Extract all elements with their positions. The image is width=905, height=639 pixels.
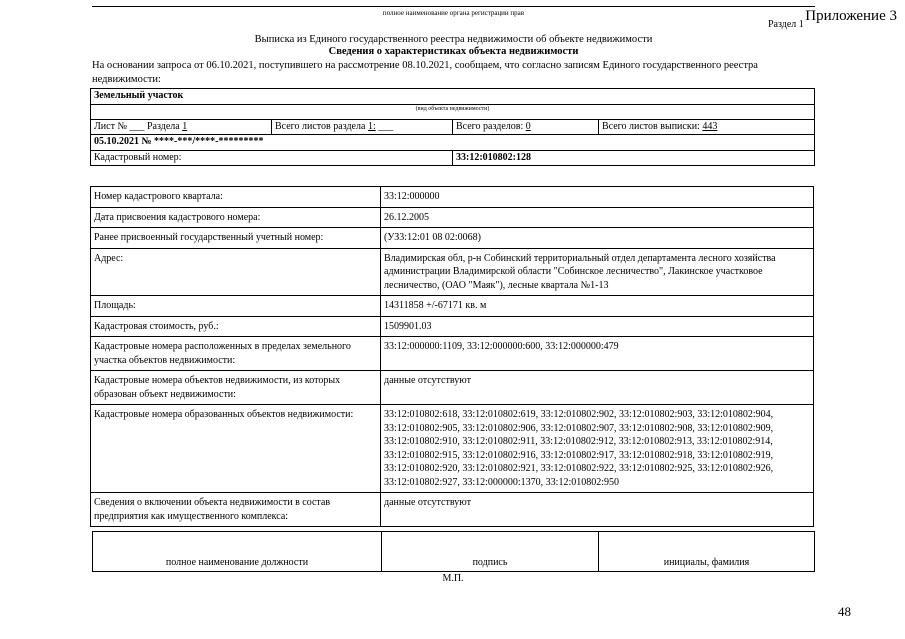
cadastral-number-value: 33:12:010802:128: [453, 150, 815, 166]
property-value: данные отсутствуют: [381, 493, 814, 527]
property-row: [91, 493, 814, 527]
sheets-in-section-label: Всего листов раздела: [275, 120, 366, 132]
sections-cell: [453, 119, 599, 135]
sheet-number-cell: [91, 119, 272, 135]
sections-label: Всего разделов:: [456, 120, 524, 132]
appendix-label: Приложение 3: [805, 8, 897, 24]
property-value: 33:12:010802:618, 33:12:010802:619, 33:12:010802:902, 33:12:010802:903, 33:12:010802:904, 33:12:010802:905, 33:12:010802:906, 33:12:010802:907, 33:12:010802:908, 33:12:010802:909, 33:12:010802:910, 33:12:010802:911, 33:12:010802:912, 33:12:010802:913, 33:12:010802:914, 33:12:010802:915, 33:12:010802:916, 33:12:010802:917, 33:12:010802:918, 33:12:010802:919, 33:12:010802:920, 33:12:010802:921, 33:12:010802:922, 33:12:010802:925, 33:12:010802:926, 33:12:010802:927, 33:12:000000:1370, 33:12:010802:950: [381, 405, 814, 493]
sheets-in-section-value: 1:: [367, 120, 376, 132]
property-row: [91, 207, 814, 228]
property-row: [91, 405, 814, 493]
property-label: Кадастровые номера объектов недвижимости, из которых образован объект недвижимости:: [91, 371, 381, 405]
property-row: [91, 296, 814, 317]
org-caption: полное наименование органа регистрации прав: [382, 9, 525, 17]
property-value: 33:12:000000:1109, 33:12:000000:600, 33:12:000000:479: [381, 337, 814, 371]
date-number: 05.10.2021 № ****-***/****-*********: [91, 135, 815, 151]
sheets-total-label: Всего листов выписки:: [602, 120, 700, 132]
property-label: Дата присвоения кадастрового номера:: [91, 207, 381, 228]
signature-sign-caption: подпись: [382, 532, 599, 572]
document-subtitle: Сведения о характеристиках объекта недвижимости: [328, 46, 579, 57]
section-label: Раздел 1: [768, 19, 804, 30]
sheets-total-value: 443: [702, 120, 718, 132]
property-label: Площадь:: [91, 296, 381, 317]
object-kind-caption: (вид объекта недвижимости): [91, 104, 815, 119]
intro-text: На основании запроса от 06.10.2021, поступившего на рассмотрение 08.10.2021, сообщаем, что согласно записям Единого государственного реестра недвижимости:: [92, 60, 758, 85]
property-label: Кадастровые номера расположенных в пределах земельного участка объектов недвижимости:: [91, 337, 381, 371]
stamp-place: М.П.: [442, 573, 464, 584]
property-label: Кадастровые номера образованных объектов недвижимости:: [91, 405, 381, 493]
sheets-total-cell: [599, 119, 815, 135]
property-value: 26.12.2005: [381, 207, 814, 228]
property-row: [91, 228, 814, 249]
property-row: [91, 316, 814, 337]
property-value: 1509901.03: [381, 316, 814, 337]
property-row: [91, 371, 814, 405]
property-label: Кадастровая стоимость, руб.:: [91, 316, 381, 337]
property-row: [91, 337, 814, 371]
sections-value: 0: [525, 120, 531, 132]
top-rule: [92, 6, 815, 7]
property-label: Сведения о включении объекта недвижимости в состав предприятия как имущественного комплекса:: [91, 493, 381, 527]
sheet-number-value: 1: [182, 120, 188, 132]
property-value: Владимирская обл, р-н Собинский территориальный отдел департамента лесного хозяйства администрации Владимирской области "Собинское лесничество", Лакинское участковое лесничество, (ОАО "Маяк"), лесные квартала №1-13: [381, 248, 814, 296]
document-title: Выписка из Единого государственного реестра недвижимости об объекте недвижимости: [254, 34, 653, 45]
sheets-in-section-blank: ___: [378, 120, 394, 132]
property-label: Номер кадастрового квартала:: [91, 187, 381, 208]
page-number: 48: [838, 604, 851, 619]
object-header-table: [90, 88, 815, 166]
property-value: 14311858 +/-67171 кв. м: [381, 296, 814, 317]
properties-table: [90, 186, 814, 527]
signature-name-caption: инициалы, фамилия: [599, 532, 815, 572]
signature-position-caption: полное наименование должности: [93, 532, 382, 572]
signature-table: [92, 531, 815, 572]
property-label: Ранее присвоенный государственный учетный номер:: [91, 228, 381, 249]
property-value: 33:12:000000: [381, 187, 814, 208]
object-kind: Земельный участок: [91, 89, 815, 105]
property-value: (УЗ3:12:01 08 02:0068): [381, 228, 814, 249]
property-label: Адрес:: [91, 248, 381, 296]
property-value: данные отсутствуют: [381, 371, 814, 405]
property-row: [91, 248, 814, 296]
sheets-in-section-cell: [272, 119, 453, 135]
cadastral-number-label: Кадастровый номер:: [91, 150, 453, 166]
sheet-number-label: Лист № ___ Раздела: [94, 120, 180, 132]
property-row: [91, 187, 814, 208]
